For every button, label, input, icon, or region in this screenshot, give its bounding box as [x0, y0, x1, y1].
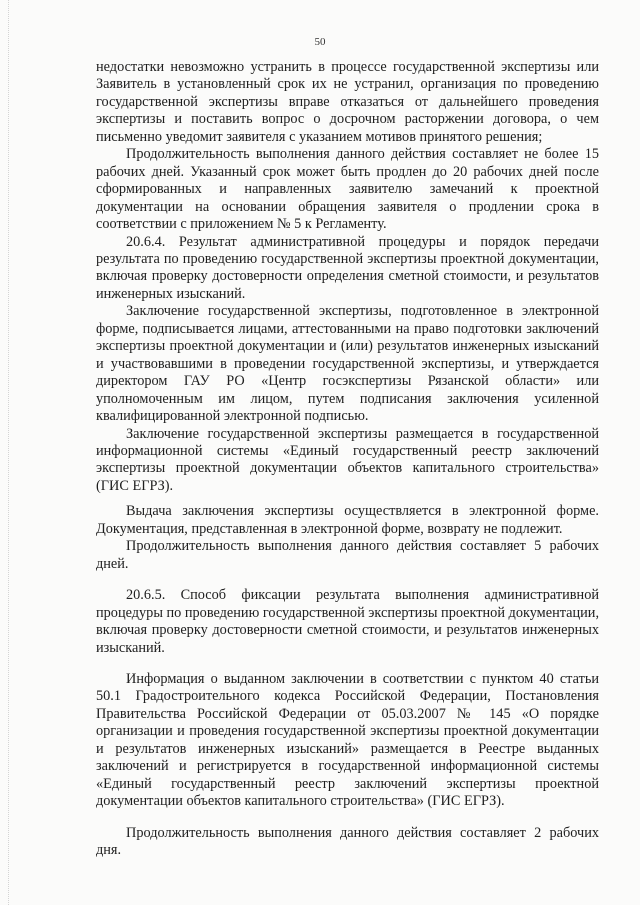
- paragraph-9: Информация о выданном заключении в соответствии с пунктом 40 статьи 50.1 Градостроительного кодекса Российской Федерации, Постановления Правительства Российской Федерации от 05.03.2007 № 145 «О порядке организации и проведения государственной экспертизы проектной документации и результатов инженерных изысканий» размещается в Реестре выданных заключений и регистрируется в государственной информационной системы «Единый государственный реестр заключений экспертизы проектной документации объектов капитального строительства» (ГИС ЕГРЗ).: [96, 670, 599, 810]
- paragraph-10: Продолжительность выполнения данного действия составляет 2 рабочих дня.: [96, 824, 599, 859]
- paragraph-4: Заключение государственной экспертизы, подготовленное в электронной форме, подписывается лицами, аттестованными на право подготовки заключений экспертизы проектной документации и (или) результатов инженерных изысканий и участвовавшими в проведении государственной экспертизы, и утверждается директором ГАУ РО «Центр госэкспертизы Рязанской области» или уполномоченным им лицом, путем подписания заключения усиленной квалифицированной электронной подписью.: [96, 303, 599, 425]
- paragraph-1: недостатки невозможно устранить в процессе государственной экспертизы или Заявитель в установленный срок их не устранил, организация по проведению государственной экспертизы вправе отказаться от дальнейшего проведения экспертизы и поставить вопрос о досрочном расторжении договора, о чем письменно уведомит заявителя с указанием мотивов принятого решения;: [96, 59, 599, 145]
- paragraph-7: Продолжительность выполнения данного действия составляет 5 рабочих дней.: [96, 538, 599, 572]
- page-number: 50: [314, 36, 326, 48]
- paragraph-3: 20.6.4. Результат административной процедуры и порядок передачи результата по проведению государственной экспертизы проектной документации, включая проверку достоверности определения сметной стоимости, и результатов инженерных изысканий.: [96, 233, 599, 302]
- document-body: [96, 59, 599, 859]
- paragraph-6: Выдача заключения экспертизы осуществляется в электронной форме. Документация, представленная в электронной форме, возврату не подлежит.: [96, 503, 599, 537]
- paragraph-8: 20.6.5. Способ фиксации результата выполнения административной процедуры по проведению государственной экспертизы проектной документации, включая проверку достоверности сметной стоимости, и результатов инженерных изысканий.: [96, 587, 600, 656]
- paragraph-5: Заключение государственной экспертизы размещается в государственной информационной системы «Единый государственный реестр заключений экспертизы проектной документации объектов капитального строительства» (ГИС ЕГРЗ).: [96, 425, 599, 494]
- scan-binding-marks: [8, 0, 13, 905]
- paragraph-2: Продолжительность выполнения данного действия составляет не более 15 рабочих дней. Указанный срок может быть продлен до 20 рабочих дней после сформированных и направленных заявителю замечаний к проектной документации на основании обращения заявителя о продлении срока в соответствии с приложением № 5 к Регламенту.: [96, 146, 599, 233]
